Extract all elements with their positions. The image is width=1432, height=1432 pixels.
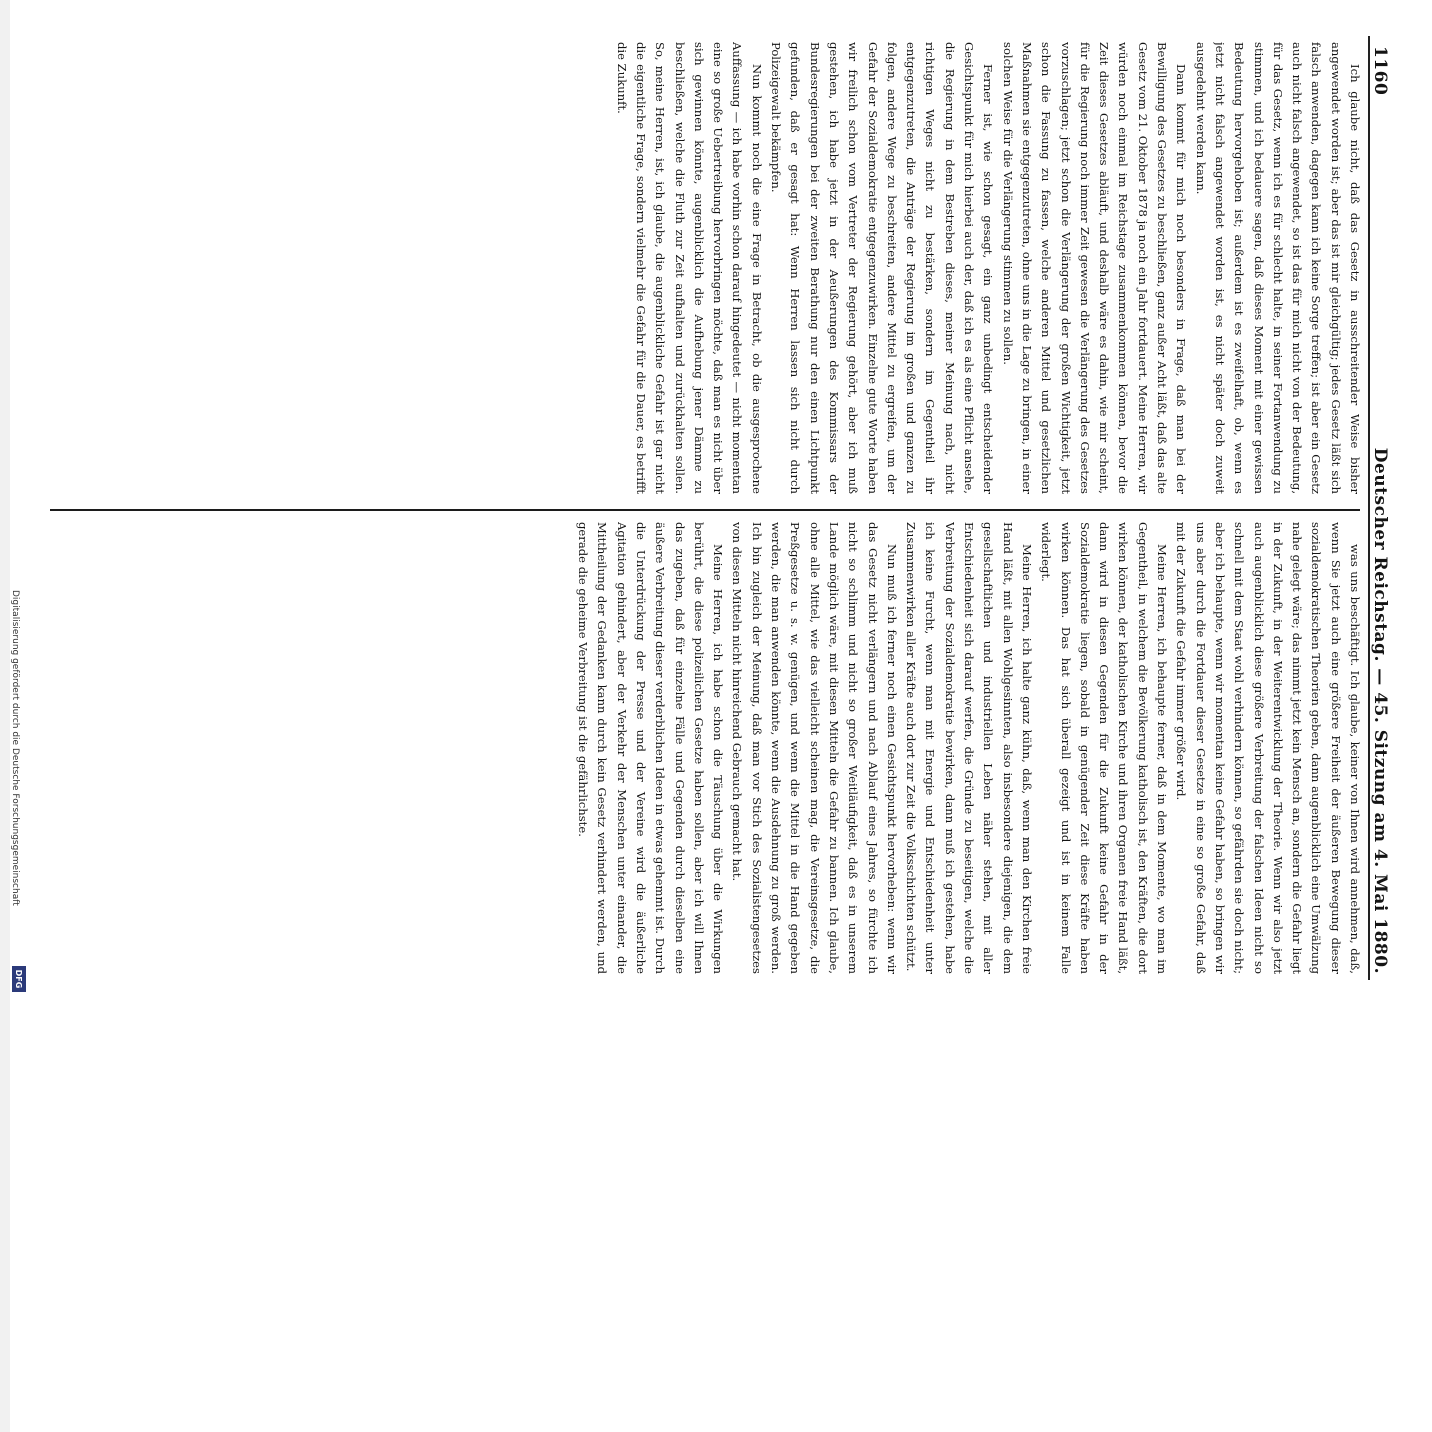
paragraph: Meine Herren, ich halte ganz kühn, daß, wenn man den Kirchen freie Hand läßt, mit allen Wohlgesinnten, also insbesondere diejenigen, die dem gesellschaftlichen und industriellen Leben näher stehen, mit aller Entschiedenheit sich darauf werfen, die Gründe zu beseitigen, welche die Verbreitung der Sozialdemokratie bewirken, dann muß ich gestehen, habe ich keine Furcht, wenn man mit Energie und Entschiedenheit unter Zusammenwirken aller Kräfte auch dort zur Zeit die Volksschichten schützt.: [904, 522, 1034, 974]
paragraph: Dann kommt für mich noch besonders in Frage, daß man bei der Bewilligung des Gesetzes zu beschließen, ganz außer Acht läßt, daß das alte Gesetz vom 21. Oktober 1878 ja noch ein Jahr fortdauert. Meine Herren, wir würden noch einmal im Reichstage zusammenkommen können, bevor die Zeit dieses Gesetzes abläuft, und deshalb wäre es dahin, wie mir scheint, für die Regierung noch immer Zeit gewesen die Verlängerung des Gesetzes vorzuschlagen; jetzt schon die Verlängerung der großen Wichtigkeit, jetzt schon die Fassung zu fassen, welche anderen Mittel und gesetzlichen Maßnahmen sie entgegenzutreten, ohne uns in die Lage zu bringen, in einer solchen Weise für die Verlängerung stimmen zu sollen.: [1000, 42, 1189, 494]
page-header: [1368, 36, 1394, 980]
paragraph: Meine Herren, ich behaupte ferner, daß in dem Momente, wo man im Gegentheil, in welchem die Bevölkerung katholisch ist, den Kräften, die dort wirken können, der katholischen Kirche und ihren Organen freie Hand läßt, dann wird in diesen Gegenden für die Zukunft keine Gefahr in der Sozialdemokratie liegen, sobald in genügender Zeit diese Kräfte haben wirken können. Das hat sich überall gezeigt und ist in keinem Falle widerlegt.: [1039, 522, 1170, 974]
dfg-logo: DFG: [12, 966, 26, 992]
digitization-note: Digitalisierung gefördert durch die Deutsche Forschungsgemeinschaft: [10, 590, 20, 906]
paragraph: Nun muß ich ferner noch einen Gesichtspunkt hervorheben: wenn wir das Gesetz nicht verlängern und nach Ablauf eines Jahres, so fürchte ich nicht so schlimm und nicht so großer Weitläufigkeit, daß es in unserem Lande möglich wäre, mit diesen Mitteln die Gefahr zu bannen. Ich glaube, ohne alle Mittel, wie das vielleicht scheinen mag, die Vereinsgesetze, die Preßgesetze u. s. w. genügen, und wenn die Mittel in die Hand gegeben werden, die man anwenden könnte, wenn die Ausdehnung zu groß werden. Ich bin zugleich der Meinung, daß man vor Stich des Sozialistengesetzes von diesen Mitteln nicht hinreichend Gebrauch gemacht hat.: [730, 522, 899, 974]
right-column: [64, 522, 1364, 974]
paragraph: Nun kommt noch die eine Frage in Betracht, ob die ausgesprochene Auffassung — ich habe vorhin schon darauf hingedeutet — nicht momentan eine so große Uebertreibung hervorbringen möchte, daß man es nicht über sich gewinnen könnte, augenblicklich die Aufhebung jener Dämme zu beschließen, welche die Fluth zur Zeit aufhalten und zurückhalten sollen. So, meine Herren, ist, ich glaube, die augenblickliche Gefahr ist gar nicht die eigentliche Frage, sondern vielmehr die Gefahr für die Dauer, es betrifft die Zukunft.: [614, 42, 764, 494]
page-number: 1160: [1370, 46, 1390, 96]
paragraph: was uns beschäftigt. Ich glaube, keiner von Ihnen wird annehmen, daß, wenn Sie jetzt auch eine größere Freiheit der äußeren Bewegung dieser sozialdemokratischen Theorien geben, dann augenblicklich eine Umwälzung nahe gelegt wäre; das nimmt jetzt kein Mensch an, sondern die Gefahr liegt in der Zukunft, in der Weiterentwicklung der Theorie. Wenn wir also jetzt auch augenblicklich diese größere Verbreitung der falschen Ideen nicht so schnell mit dem Staat wohl verhindern können, so gefährden sie doch nicht; aber ich behaupte, wenn wir momentan keine Gefahr haben, so bringen wir uns aber durch die Fortdauer dieser Gesetze in eine so große Gefahr, daß mit der Zukunft die Gefahr immer größer wird.: [1174, 522, 1362, 974]
paragraph: Ferner ist, wie schon gesagt, ein ganz unbedingt entscheidender Gesichtspunkt für mich hierbei auch der, daß ich es als eine Pflicht ansehe, die Regierung in dem Bestreben dieses, meiner Meinung nach, nicht richtigen Weges nicht zu bestärken, sondern im Gegentheil ihr entgegenzutreten, die Anträge der Regierung im großen und ganzen zu folgen, andere Wege zu beschreiten, andere Mittel zu ergreifen, um der Gefahr der Sozialdemokratie entgegenzuwirken. Einzelne gute Worte haben wir freilich schon vom Vertreter der Regierung gehört, aber ich muß gestehen, ich habe jetzt in der Aeußerungen des Kommissars der Bundesregierungen bei der zweiten Berathung nur den einen Lichtpunkt gefunden, daß er gesagt hat: Wenn Herren lassen sich nicht durch Polizeigewalt bekämpfen.: [769, 42, 996, 494]
paragraph: Ich glaube nicht, daß das Gesetz in ausschreitender Weise bisher angewendet worden ist; aber das ist mir gleichgültig; jedes Gesetz läßt sich falsch anwenden, dagegen kann ich keine Sorge treffen; ist aber ein Gesetz auch nicht falsch angewendet, so ist das für mich nicht von der Bedeutung, für das Gesetz, wenn ich es für schlecht halte, in seiner Fortanwendung zu stimmen, und ich bedauere sagen, daß dieses Moment mit einer gewissen Bedeutung hervorgehoben ist; außerdem ist es zweifelhaft, ob, wenn es jetzt nicht falsch angewendet worden ist, es nicht später doch zuweit ausgedehnt werden kann.: [1193, 42, 1362, 494]
paragraph: Meine Herren, ich habe schon die Täuschung über die Wirkungen berührt, die diese polizeilichen Gesetze haben sollen, aber ich will Ihnen das zugeben, daß für einzelne Fälle und Gegenden durch dieselben eine äußere Verbreitung dieser verderblichen Ideen in etwas gehemmt ist. Durch die Unterdrückung der Presse und der Vereine wird die äußerliche Agitation gehindert, aber der Verkehr der Menschen unter einander, die Mittheilung der Gedanken kann durch kein Gesetz verhindert werden, und gerade die geheime Verbreitung ist die gefährlichste.: [576, 522, 726, 974]
left-column: [64, 42, 1364, 494]
running-title: Deutscher Reichstag. — 45. Sitzung am 4. Mai 1880.: [1370, 447, 1390, 974]
column-divider: [50, 509, 1360, 511]
